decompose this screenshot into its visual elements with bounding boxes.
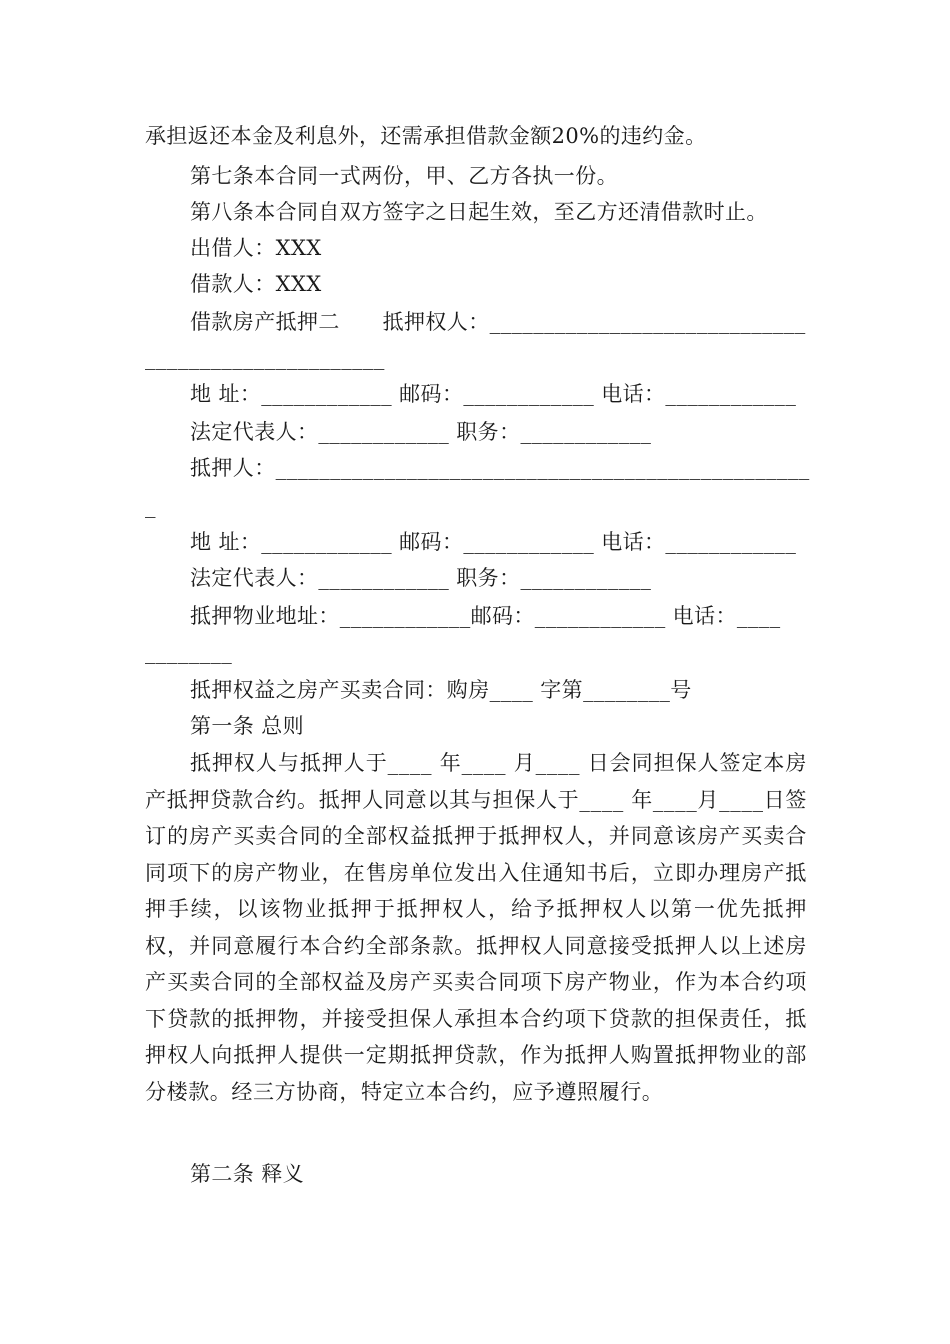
article-1-body: 抵押权人与抵押人于____ 年____ 月____ 日会同担保人签定本房产抵押贷款合约。抵押人同意以其与担保人于____ 年____月____日签订的房产买卖合同的全部权益抵押于抵押权人，并同意该房产买卖合同项下的房产物业，在售房单位发出入住通知书后，立即办理房产抵押手续，以该物业抵押于抵押权人，给予抵押权人以第一优先抵押权，并同意履行本合约全部条款。抵押权人同意接受抵押人以上述房产买卖合同的全部权益及房产买卖合同项下房产物业，作为本合约项下贷款的抵押物，并接受担保人承担本合约项下贷款的担保责任，抵押权人向抵押人提供一定期抵押贷款，作为抵押人购置抵押物业的部分楼款。经三方协商，特定立本合约，应予遵照履行。 xyxy=(145,751,807,1104)
mortgagee-line: 借款房产抵押二 抵押权人：_____________________________ xyxy=(190,310,806,334)
lender-line: 出借人：XXX xyxy=(190,236,322,260)
article-1-title: 第一条 总则 xyxy=(190,714,305,738)
mortgagor-line: 抵押人：_________________________________________________ xyxy=(190,456,810,480)
text-line: _ xyxy=(145,494,156,518)
contract-line: 抵押权益之房产买卖合同：购房____ 字第________号 xyxy=(190,678,692,702)
article-2-title: 第二条 释义 xyxy=(190,1162,305,1186)
representative-line: 法定代表人：____________ 职务：____________ xyxy=(190,566,652,590)
property-address-line: 抵押物业地址：____________邮码：____________ 电话：____ xyxy=(190,604,781,628)
borrower-line: 借款人：XXX xyxy=(190,272,322,296)
address-line: 地 址：____________ 邮码：____________ 电话：____________ xyxy=(190,382,797,406)
text-line: 第七条本合同一式两份，甲、乙方各执一份。 xyxy=(190,164,618,188)
text-line: 第八条本合同自双方签字之日起生效，至乙方还清借款时止。 xyxy=(190,200,768,224)
text-line: 承担返还本金及利息外，还需承担借款金额20%的违约金。 xyxy=(145,124,707,148)
representative-line: 法定代表人：____________ 职务：____________ xyxy=(190,420,652,444)
text-line: ________ xyxy=(145,640,233,664)
address-line: 地 址：____________ 邮码：____________ 电话：____________ xyxy=(190,530,797,554)
text-line: ______________________ xyxy=(145,346,385,370)
